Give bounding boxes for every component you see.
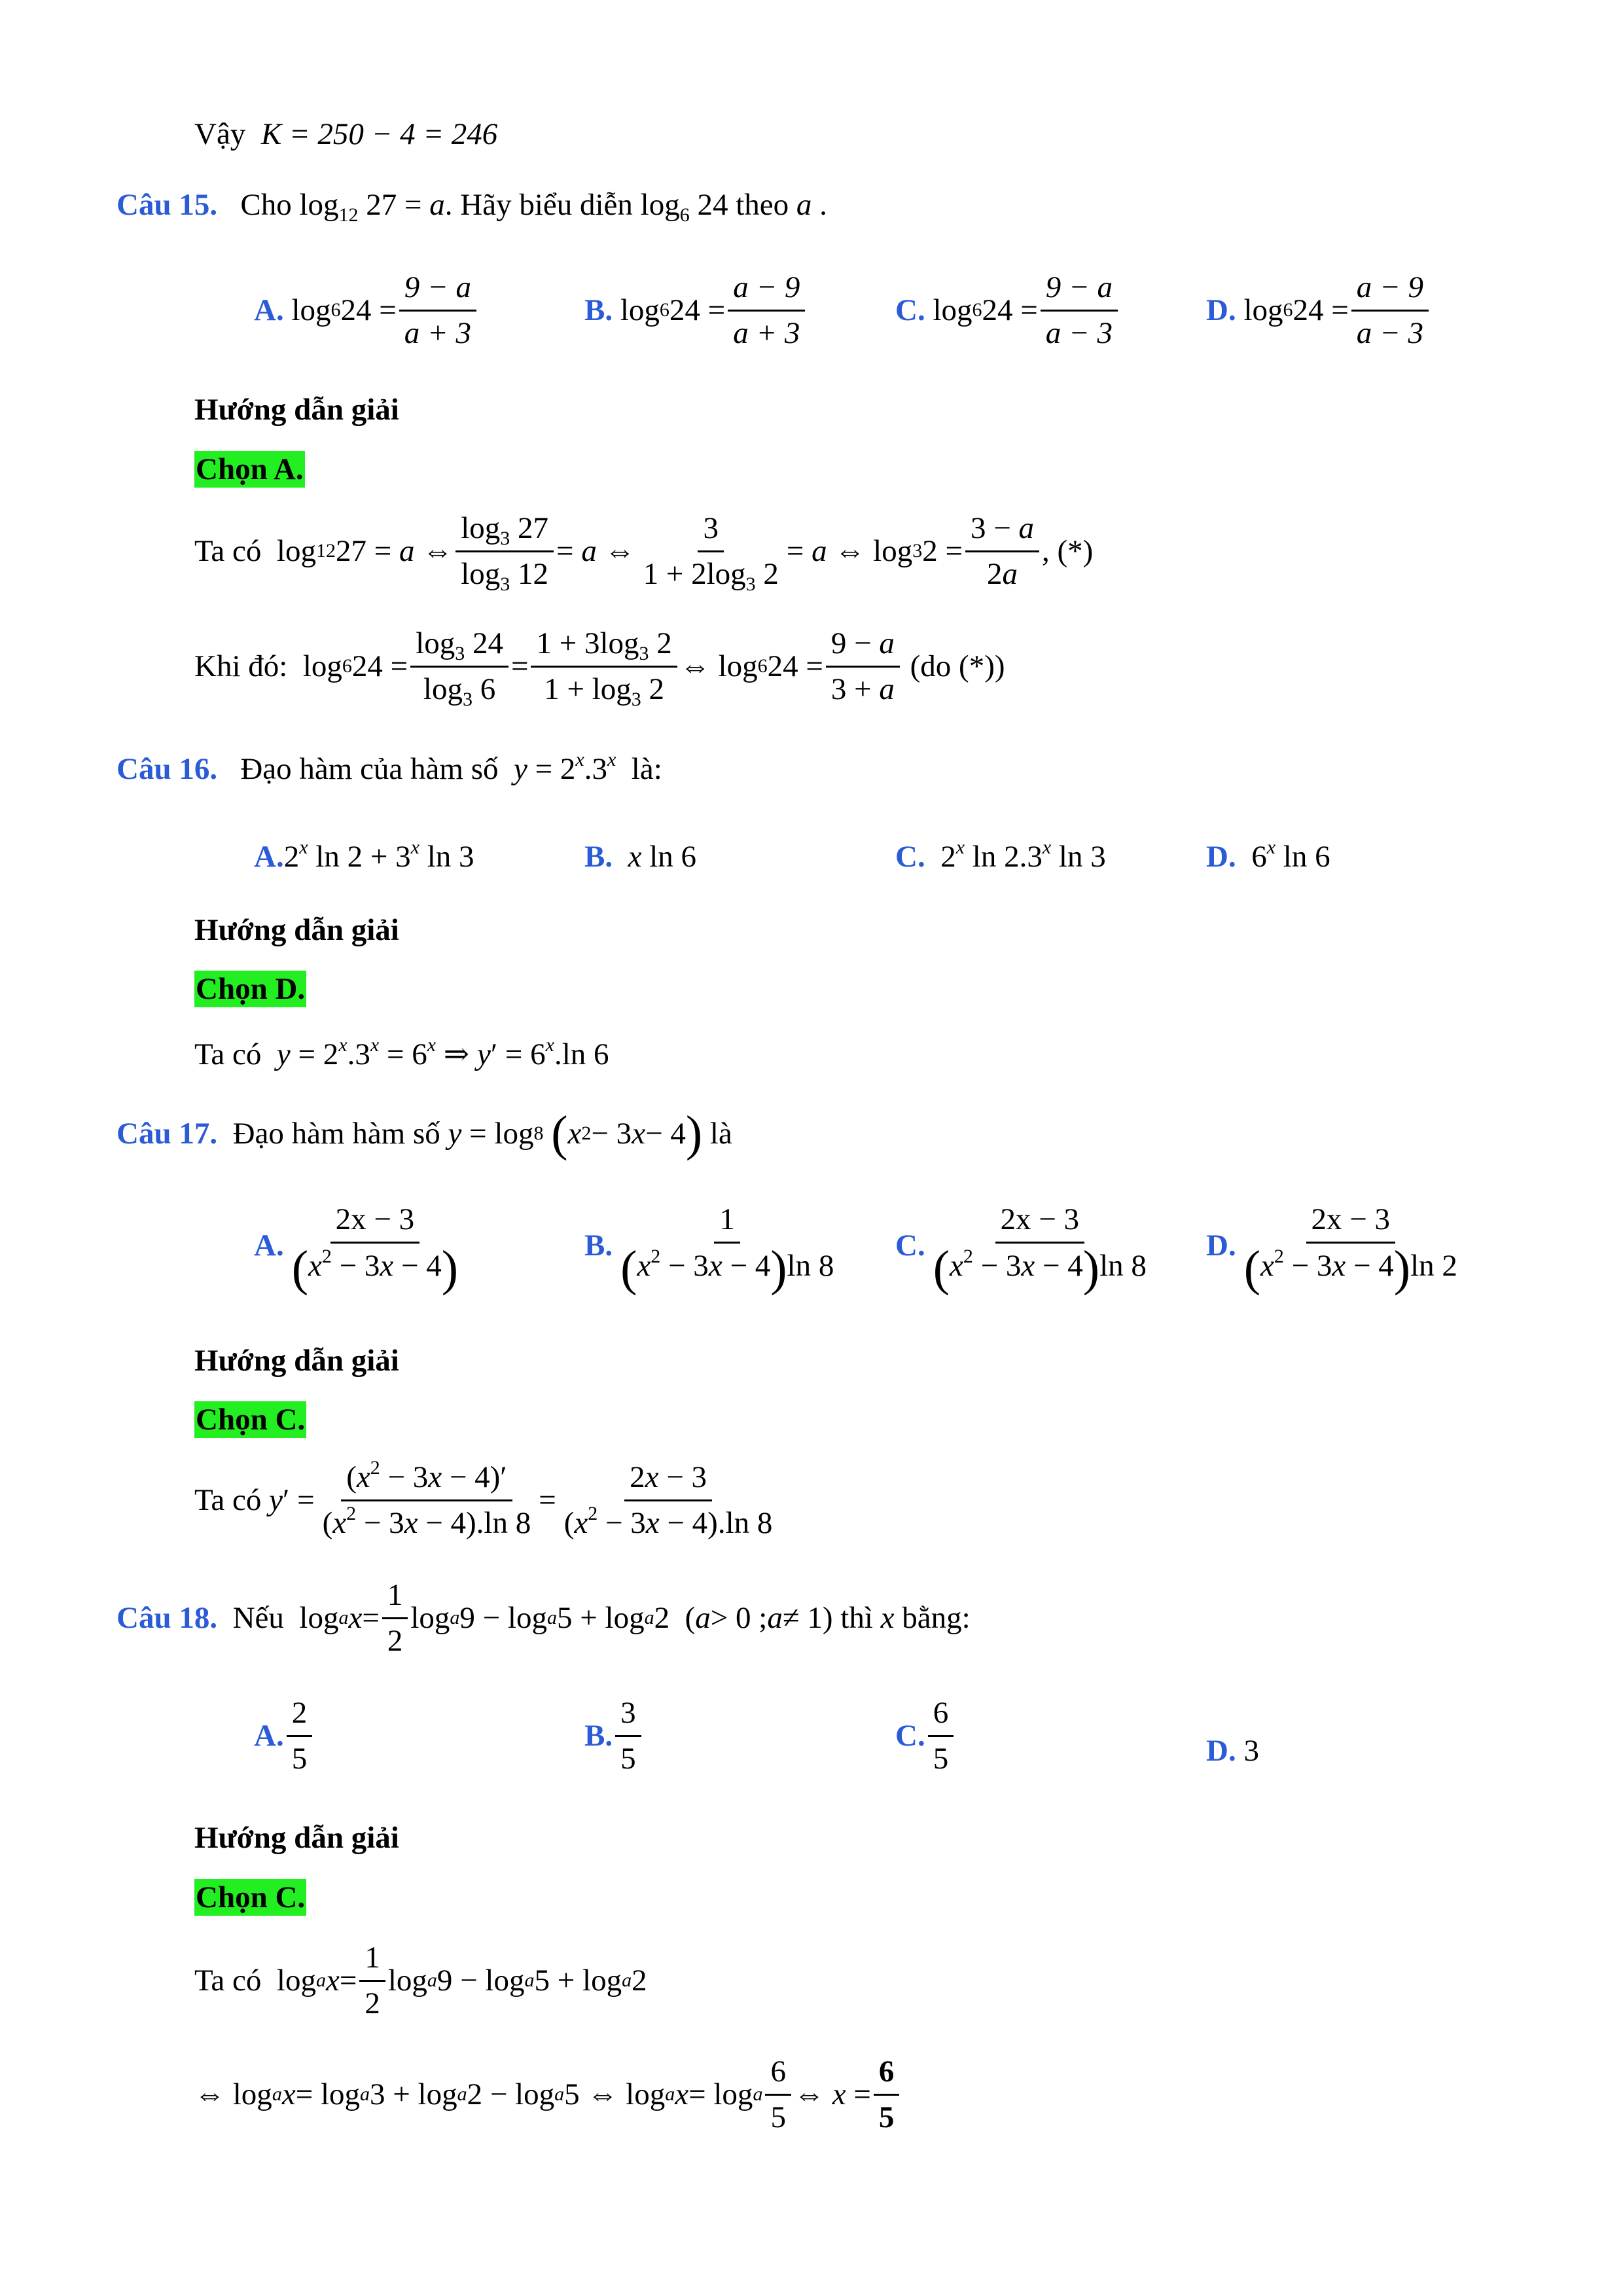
q18-guide-heading: Hướng dẫn giải bbox=[194, 1821, 399, 1855]
q18-solution-line-1: Ta có log a x = $\frac{1}{2}$ log a 9 − log a 5 + log a 2 bbox=[194, 1941, 647, 2020]
q18-option-c[interactable]: C. $\frac{6}{5}$ bbox=[895, 1696, 956, 1776]
q18-label: Câu 18. bbox=[116, 1600, 218, 1635]
q17-stem: Câu 17. Đạo hàm hàm số y = log 8 ( x 2 − 3 x − 4 ) là bbox=[116, 1106, 732, 1161]
q15-solution-line-1: Ta có log 12 27 = a ⇔ $\frac{\log_3 27}{\log_3 12}$ = a ⇔ $\frac{3}{1 + 2\log_3 2}$ = a ⇔ log 3 2 = $\frac{3 - a}{2a}$ , (*) bbox=[194, 511, 1094, 595]
q17-solution: Ta có y ′ = $\frac{(x^2 - 3x - 4)'}{(x^2 - 3x - 4).\ln 8}$ = $\frac{2x - 3}{(x^2 - 3x - 4).\ln 8}$ bbox=[194, 1457, 773, 1540]
q16-solution: Ta có $y = 2^x.3^x = 6^x$ ⇒ $y' = 6^x.\ln$ 6 bbox=[194, 1034, 609, 1071]
q18-solution-line-2: ⇔ log a x = log a 3 + log a 2 − log a 5 ⇔ log a x = log a $\frac{6}{5}$ ⇔ x = $\frac{6}{5}$ bbox=[194, 2055, 902, 2134]
q18-answer: Chọn C. bbox=[196, 1880, 306, 1914]
q15-answer: Chọn A. bbox=[196, 452, 304, 486]
q18-stem: Câu 18. Nếu log a x = $\frac{1}{2}$ log a 9 − log a 5 + log a 2 ( a > 0 ; a ≠ 1) thì x bằng: bbox=[116, 1578, 971, 1658]
q16-guide-heading: Hướng dẫn giải bbox=[194, 913, 399, 947]
q15-option-d[interactable]: D. log 6 24 = $\frac{a - 9}{a - 3}$ bbox=[1206, 271, 1431, 350]
q17-option-b[interactable]: B. $\frac{1}{(x^2 - 3x - 4)\ln 8}$ bbox=[584, 1202, 834, 1296]
q15-guide-heading: Hướng dẫn giải bbox=[194, 393, 399, 427]
q16-option-c[interactable]: C. 2$^x$ ln 2.3$^x$ ln 3 bbox=[895, 836, 1106, 874]
q16-label: Câu 16. bbox=[116, 752, 218, 786]
q17-option-a[interactable]: A. $\frac{2x - 3}{(x^2 - 3x - 4)}$ bbox=[254, 1202, 459, 1296]
q16-option-d[interactable]: D. 6$^x$ ln 6 bbox=[1206, 836, 1330, 874]
q17-answer: Chọn C. bbox=[196, 1403, 306, 1437]
q18-option-d[interactable]: D. 3 bbox=[1206, 1734, 1259, 1768]
q17-option-d[interactable]: D. $\frac{2x - 3}{(x^2 - 3x - 4)\ln 2}$ bbox=[1206, 1202, 1457, 1296]
q15-solution-line-2: Khi đó: log 6 24 = $\frac{\log_3 24}{\log_3 6}$ = $\frac{1 + 3\log_3 2}{1 + \log_3 2}$ ⇔ log 6 24 = $\frac{9 - a}{3 + a}$ (do (*)) bbox=[194, 626, 1005, 710]
q15-stem: Câu 15. Cho $\log_{12} 27 = a$. Hãy biểu diễn $\log_6 24$ theo a . bbox=[116, 188, 827, 226]
q18-option-b[interactable]: B. $\frac{3}{5}$ bbox=[584, 1696, 644, 1776]
q16-answer: Chọn D. bbox=[196, 972, 306, 1006]
q18-option-a[interactable]: A. $\frac{2}{5}$ bbox=[254, 1696, 315, 1776]
q16-option-a[interactable]: A.2$^x$ $\ln 2 + 3^x$ ln 3 bbox=[254, 836, 474, 874]
q15-option-b[interactable]: B. log 6 24 = $\frac{a - 9}{a + 3}$ bbox=[584, 271, 808, 350]
q15-option-a[interactable]: A. log 6 24 = $\frac{9 - a}{a + 3}$ bbox=[254, 271, 479, 350]
q16-stem: Câu 16. Đạo hàm của hàm số $y = 2^x.3^x$ là: bbox=[116, 749, 662, 786]
q17-label: Câu 17. bbox=[116, 1116, 218, 1151]
q17-guide-heading: Hướng dẫn giải bbox=[194, 1344, 399, 1378]
q15-option-c[interactable]: C. log 6 24 = $\frac{9 - a}{a - 3}$ bbox=[895, 271, 1120, 350]
q16-option-b[interactable]: B. x ln 6 bbox=[584, 840, 697, 874]
conclusion-expr: K = 250 − 4 = 246 bbox=[260, 117, 498, 151]
q17-option-c[interactable]: C. $\frac{2x - 3}{(x^2 - 3x - 4)\ln 8}$ bbox=[895, 1202, 1147, 1296]
q15-label: Câu 15. bbox=[116, 188, 218, 222]
conclusion-line: Vậy K = 250 − 4 = 246 bbox=[194, 117, 498, 151]
